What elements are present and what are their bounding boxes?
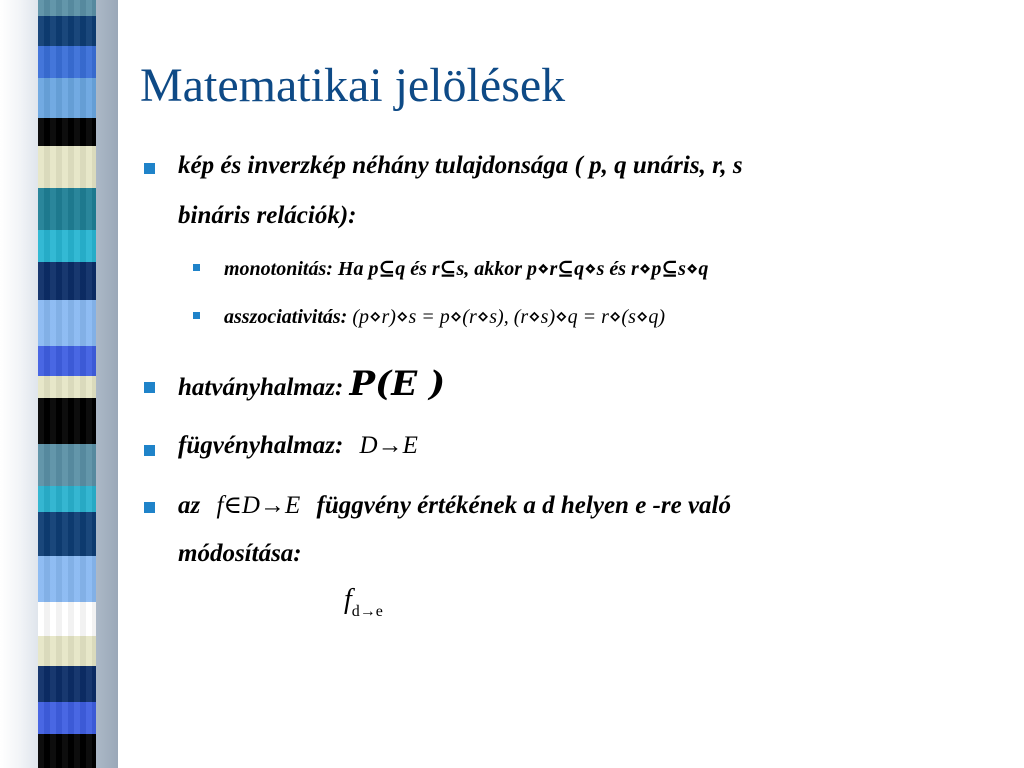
bullet-1-line-2: bináris relációk): (178, 202, 357, 229)
bullet-3-fuggvenyhalmaz (178, 432, 418, 460)
decorative-stripe-background (0, 0, 118, 768)
formula-base: f (344, 584, 352, 615)
sub-bullet-text: Ha p⊆q és r⊆s, akkor p⋄r⊆q⋄s és r⋄p⊆s⋄q (337, 258, 709, 280)
decorative-stripe (38, 0, 96, 768)
bullet-square-icon (144, 382, 155, 393)
bullet-label: az (178, 492, 201, 519)
bullet-4-line-1 (178, 490, 731, 520)
function-set-formula: D→E (359, 432, 418, 459)
bullet-square-icon (144, 445, 155, 456)
sub-bullet-monotonitas (224, 256, 708, 281)
sub-bullet-label: monotonitás: (224, 258, 333, 280)
modification-formula (344, 584, 383, 621)
bullet-label: fügvényhalmaz: (178, 432, 344, 459)
sub-bullet-label: asszociativitás: (224, 306, 348, 328)
sub-bullet-square-icon (193, 264, 200, 271)
bullet-square-icon (144, 163, 155, 174)
formula-subscript: d→e (351, 603, 383, 620)
bullet-square-icon (144, 502, 155, 513)
bullet-text: függvény értékének a d helyen e -re való (316, 492, 731, 519)
bullet-4-line-2: módosítása: (178, 540, 302, 567)
sub-bullet-square-icon (193, 312, 200, 319)
sub-bullet-asszociativitas (224, 304, 665, 329)
powerset-formula: P(E ) (349, 364, 446, 404)
slide-title: Matematikai jelölések (140, 59, 566, 112)
bullet-2-hatvanyhalmaz (178, 364, 445, 404)
function-formula: f∈D→E (216, 492, 301, 519)
bullet-label: hatványhalmaz: (178, 374, 344, 401)
bullet-1-line-1: kép és inverzkép néhány tulajdonsága ( p, q unáris, r, s (178, 152, 743, 179)
sub-bullet-text: (p⋄r)⋄s = p⋄(r⋄s), (r⋄s)⋄q = r⋄(s⋄q) (352, 306, 666, 328)
